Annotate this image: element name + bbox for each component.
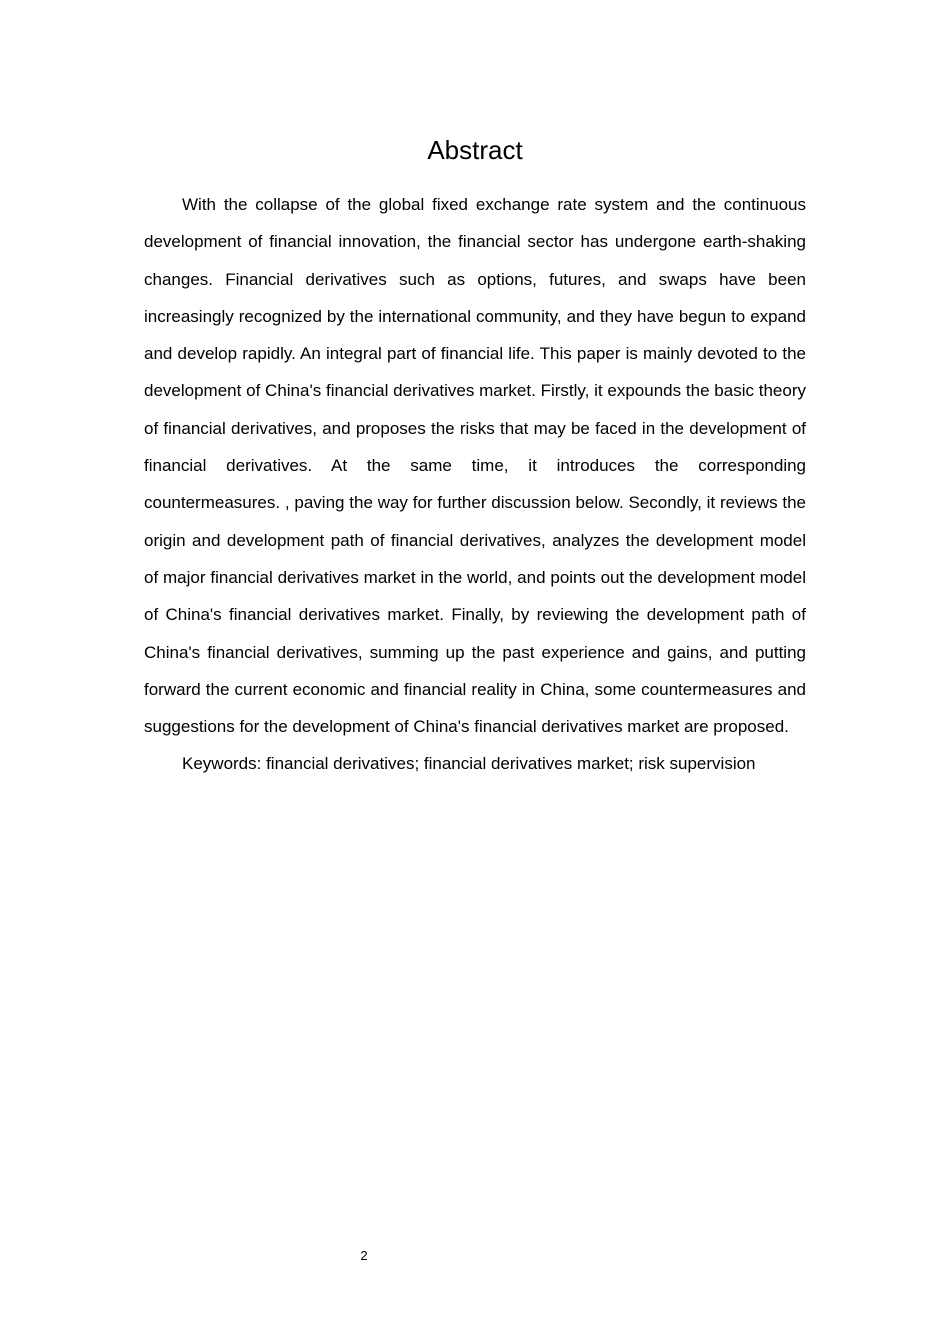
keywords-line: Keywords: financial derivatives; financial derivatives market; risk supervision (182, 754, 756, 774)
page-number: 2 (360, 1248, 368, 1263)
abstract-paragraph: With the collapse of the global fixed exchange rate system and the continuous development of financial innovation, the financial sector has undergone earth-shaking changes. Financial derivatives such as options, futures, and swaps have been increasingly recognized by the international community, and they have begun to expand and develop rapidly. An integral part of financial life. This paper is mainly devoted to the development of China's financial derivatives market. Firstly, it expounds the basic theory of financial derivatives, and proposes the risks that may be faced in the development of financial derivatives. At the same time, it introduces the corresponding countermeasures. , paving the way for further discussion below. Secondly, it reviews the origin and development path of financial derivatives, analyzes the development model of major financial derivatives market in the world, and points out the development model of China's financial derivatives market. Finally, by reviewing the development path of China's financial derivatives, summing up the past experience and gains, and putting forward the current economic and financial reality in China, some countermeasures and suggestions for the development of China's financial derivatives market are proposed. (144, 195, 806, 737)
page-title: Abstract (427, 135, 523, 165)
abstract-body (144, 186, 806, 783)
